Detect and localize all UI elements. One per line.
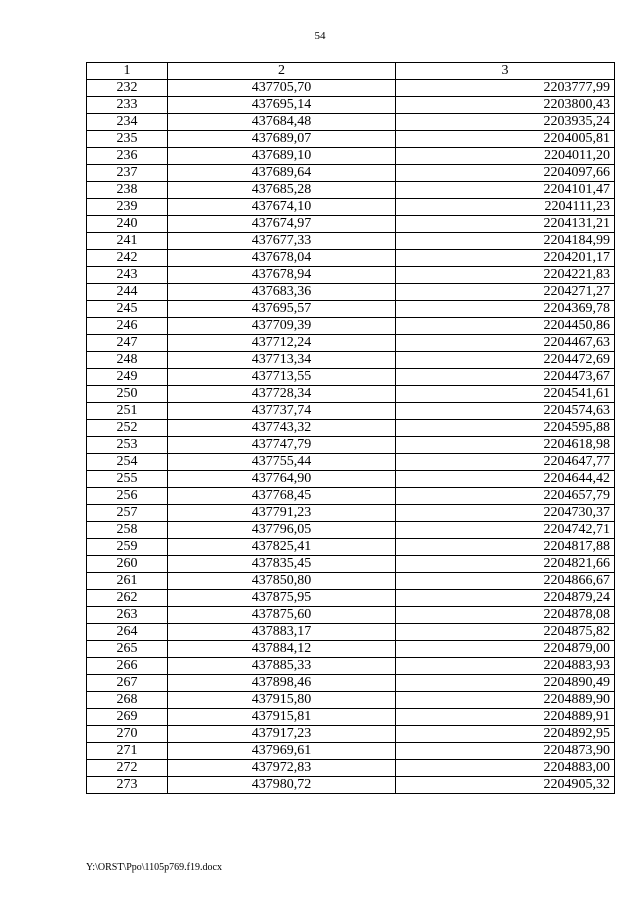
x-coordinate-cell: 437875,95: [168, 590, 396, 607]
point-number-cell: 272: [87, 760, 168, 777]
table-row: [87, 114, 615, 131]
point-number-cell: 257: [87, 505, 168, 522]
y-coordinate-cell: 2204889,90: [396, 692, 615, 709]
y-coordinate-cell: 2204111,23: [396, 199, 615, 216]
point-number-cell: 244: [87, 284, 168, 301]
table-row: [87, 607, 615, 624]
table-row: [87, 420, 615, 437]
x-coordinate-cell: 437980,72: [168, 777, 396, 794]
point-number-cell: 250: [87, 386, 168, 403]
x-coordinate-cell: 437747,79: [168, 437, 396, 454]
point-number-cell: 259: [87, 539, 168, 556]
point-number-cell: 241: [87, 233, 168, 250]
table-row: [87, 318, 615, 335]
y-coordinate-cell: 2204817,88: [396, 539, 615, 556]
x-coordinate-cell: 437685,28: [168, 182, 396, 199]
x-coordinate-cell: 437695,57: [168, 301, 396, 318]
table-row: [87, 658, 615, 675]
x-coordinate-cell: 437705,70: [168, 80, 396, 97]
table-row: [87, 267, 615, 284]
x-coordinate-cell: 437972,83: [168, 760, 396, 777]
table-row: [87, 760, 615, 777]
table-row: [87, 250, 615, 267]
coordinates-table: [86, 62, 615, 794]
table-row: [87, 692, 615, 709]
table-row: [87, 182, 615, 199]
y-coordinate-cell: 2204879,24: [396, 590, 615, 607]
x-coordinate-cell: 437883,17: [168, 624, 396, 641]
x-coordinate-cell: 437674,97: [168, 216, 396, 233]
x-coordinate-cell: 437743,32: [168, 420, 396, 437]
point-number-cell: 256: [87, 488, 168, 505]
file-path-footer: Y:\ORST\Ppo\1105p769.f19.docx: [86, 862, 222, 873]
y-coordinate-cell: 2204369,78: [396, 301, 615, 318]
y-coordinate-cell: 2204821,66: [396, 556, 615, 573]
point-number-cell: 273: [87, 777, 168, 794]
y-coordinate-cell: 2203800,43: [396, 97, 615, 114]
table-row: [87, 505, 615, 522]
point-number-cell: 270: [87, 726, 168, 743]
table-row: [87, 335, 615, 352]
y-coordinate-cell: 2204473,67: [396, 369, 615, 386]
y-coordinate-cell: 2204541,61: [396, 386, 615, 403]
point-number-cell: 243: [87, 267, 168, 284]
y-coordinate-cell: 2204595,88: [396, 420, 615, 437]
y-coordinate-cell: 2204873,90: [396, 743, 615, 760]
table-row: [87, 488, 615, 505]
point-number-cell: 253: [87, 437, 168, 454]
point-number-cell: 232: [87, 80, 168, 97]
table-row: [87, 148, 615, 165]
x-coordinate-cell: 437689,07: [168, 131, 396, 148]
table-row: [87, 539, 615, 556]
y-coordinate-cell: 2204647,77: [396, 454, 615, 471]
table-row: [87, 641, 615, 658]
x-coordinate-cell: 437791,23: [168, 505, 396, 522]
y-coordinate-cell: 2204879,00: [396, 641, 615, 658]
table-row: [87, 284, 615, 301]
point-number-cell: 233: [87, 97, 168, 114]
y-coordinate-cell: 2204097,66: [396, 165, 615, 182]
point-number-cell: 260: [87, 556, 168, 573]
x-coordinate-cell: 437850,80: [168, 573, 396, 590]
y-coordinate-cell: 2204011,20: [396, 148, 615, 165]
point-number-cell: 245: [87, 301, 168, 318]
table-row: [87, 386, 615, 403]
x-coordinate-cell: 437915,81: [168, 709, 396, 726]
table-row: [87, 97, 615, 114]
point-number-cell: 262: [87, 590, 168, 607]
x-coordinate-cell: 437674,10: [168, 199, 396, 216]
point-number-cell: 252: [87, 420, 168, 437]
y-coordinate-cell: 2204201,17: [396, 250, 615, 267]
point-number-cell: 264: [87, 624, 168, 641]
y-coordinate-cell: 2204889,91: [396, 709, 615, 726]
y-coordinate-cell: 2204730,37: [396, 505, 615, 522]
point-number-cell: 237: [87, 165, 168, 182]
point-number-cell: 265: [87, 641, 168, 658]
table-row: [87, 352, 615, 369]
table-header: [87, 63, 615, 80]
point-number-cell: 254: [87, 454, 168, 471]
y-coordinate-cell: 2204866,67: [396, 573, 615, 590]
y-coordinate-cell: 2204883,93: [396, 658, 615, 675]
table-row: [87, 301, 615, 318]
point-number-cell: 261: [87, 573, 168, 590]
x-coordinate-cell: 437898,46: [168, 675, 396, 692]
point-number-cell: 251: [87, 403, 168, 420]
x-coordinate-cell: 437796,05: [168, 522, 396, 539]
x-coordinate-cell: 437764,90: [168, 471, 396, 488]
table-row: [87, 522, 615, 539]
y-coordinate-cell: 2204271,27: [396, 284, 615, 301]
x-coordinate-cell: 437695,14: [168, 97, 396, 114]
table-row: [87, 573, 615, 590]
x-coordinate-cell: 437915,80: [168, 692, 396, 709]
table-row: [87, 590, 615, 607]
y-coordinate-cell: 2204184,99: [396, 233, 615, 250]
table-row: [87, 437, 615, 454]
point-number-cell: 235: [87, 131, 168, 148]
x-coordinate-cell: 437678,94: [168, 267, 396, 284]
point-number-cell: 246: [87, 318, 168, 335]
y-coordinate-cell: 2204005,81: [396, 131, 615, 148]
point-number-cell: 238: [87, 182, 168, 199]
y-coordinate-cell: 2203935,24: [396, 114, 615, 131]
y-coordinate-cell: 2204131,21: [396, 216, 615, 233]
y-coordinate-cell: 2204892,95: [396, 726, 615, 743]
x-coordinate-cell: 437689,64: [168, 165, 396, 182]
table-row: [87, 80, 615, 97]
point-number-cell: 258: [87, 522, 168, 539]
x-coordinate-cell: 437737,74: [168, 403, 396, 420]
point-number-cell: 271: [87, 743, 168, 760]
y-coordinate-cell: 2204905,32: [396, 777, 615, 794]
column-header-2: 2: [168, 63, 396, 80]
y-coordinate-cell: 2204101,47: [396, 182, 615, 199]
x-coordinate-cell: 437884,12: [168, 641, 396, 658]
x-coordinate-cell: 437712,24: [168, 335, 396, 352]
table-row: [87, 675, 615, 692]
y-coordinate-cell: 2204574,63: [396, 403, 615, 420]
table-row: [87, 726, 615, 743]
y-coordinate-cell: 2203777,99: [396, 80, 615, 97]
table-row: [87, 709, 615, 726]
x-coordinate-cell: 437728,34: [168, 386, 396, 403]
point-number-cell: 266: [87, 658, 168, 675]
x-coordinate-cell: 437885,33: [168, 658, 396, 675]
y-coordinate-cell: 2204618,98: [396, 437, 615, 454]
point-number-cell: 242: [87, 250, 168, 267]
table-row: [87, 131, 615, 148]
y-coordinate-cell: 2204742,71: [396, 522, 615, 539]
point-number-cell: 239: [87, 199, 168, 216]
x-coordinate-cell: 437713,55: [168, 369, 396, 386]
point-number-cell: 248: [87, 352, 168, 369]
table-row: [87, 369, 615, 386]
table-row: [87, 777, 615, 794]
x-coordinate-cell: 437825,41: [168, 539, 396, 556]
table-row: [87, 199, 615, 216]
point-number-cell: 234: [87, 114, 168, 131]
table-row: [87, 403, 615, 420]
column-header-3: 3: [396, 63, 615, 80]
column-header-1: 1: [87, 63, 168, 80]
point-number-cell: 269: [87, 709, 168, 726]
point-number-cell: 255: [87, 471, 168, 488]
table-row: [87, 216, 615, 233]
x-coordinate-cell: 437755,44: [168, 454, 396, 471]
y-coordinate-cell: 2204221,83: [396, 267, 615, 284]
y-coordinate-cell: 2204878,08: [396, 607, 615, 624]
point-number-cell: 267: [87, 675, 168, 692]
x-coordinate-cell: 437678,04: [168, 250, 396, 267]
x-coordinate-cell: 437768,45: [168, 488, 396, 505]
x-coordinate-cell: 437709,39: [168, 318, 396, 335]
x-coordinate-cell: 437689,10: [168, 148, 396, 165]
x-coordinate-cell: 437835,45: [168, 556, 396, 573]
table-row: [87, 556, 615, 573]
y-coordinate-cell: 2204890,49: [396, 675, 615, 692]
point-number-cell: 240: [87, 216, 168, 233]
table-row: [87, 624, 615, 641]
y-coordinate-cell: 2204472,69: [396, 352, 615, 369]
point-number-cell: 247: [87, 335, 168, 352]
y-coordinate-cell: 2204450,86: [396, 318, 615, 335]
x-coordinate-cell: 437875,60: [168, 607, 396, 624]
table-row: [87, 233, 615, 250]
y-coordinate-cell: 2204657,79: [396, 488, 615, 505]
table-row: [87, 165, 615, 182]
y-coordinate-cell: 2204875,82: [396, 624, 615, 641]
y-coordinate-cell: 2204644,42: [396, 471, 615, 488]
table-row: [87, 743, 615, 760]
point-number-cell: 249: [87, 369, 168, 386]
x-coordinate-cell: 437713,34: [168, 352, 396, 369]
x-coordinate-cell: 437917,23: [168, 726, 396, 743]
point-number-cell: 263: [87, 607, 168, 624]
point-number-cell: 236: [87, 148, 168, 165]
point-number-cell: 268: [87, 692, 168, 709]
table-row: [87, 454, 615, 471]
x-coordinate-cell: 437969,61: [168, 743, 396, 760]
table-body: [87, 80, 615, 794]
y-coordinate-cell: 2204883,00: [396, 760, 615, 777]
y-coordinate-cell: 2204467,63: [396, 335, 615, 352]
x-coordinate-cell: 437677,33: [168, 233, 396, 250]
table-row: [87, 471, 615, 488]
x-coordinate-cell: 437683,36: [168, 284, 396, 301]
header-row: [87, 63, 615, 80]
page-number: 54: [314, 30, 326, 42]
x-coordinate-cell: 437684,48: [168, 114, 396, 131]
